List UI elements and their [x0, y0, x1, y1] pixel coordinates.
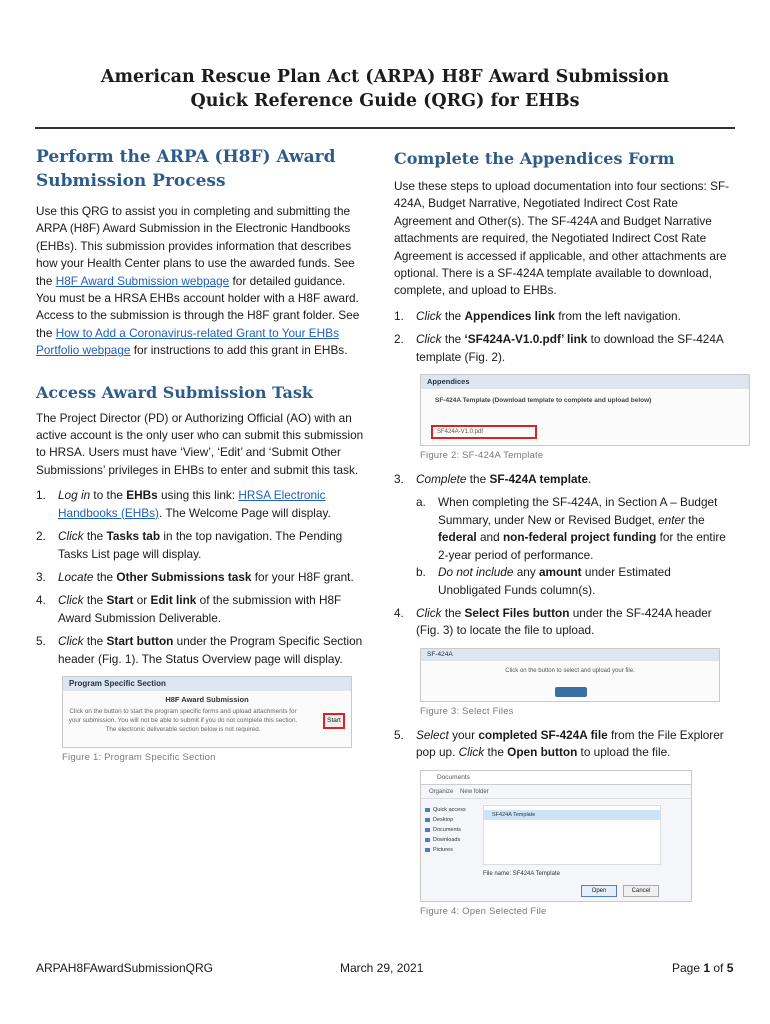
- list-item: 2. Click the ‘SF424A-V1.0.pdf’ link to download the SF-424A template (Fig. 2).: [394, 332, 724, 364]
- figure4-cancel-button: Cancel: [623, 885, 659, 897]
- figure3-caption: Figure 3: Select Files: [420, 705, 514, 717]
- title-divider: [35, 127, 735, 129]
- add-grant-webpage-link[interactable]: How to Add a Coronavirus-related Grant to Your EHBs Portfolio webpage: [36, 325, 339, 358]
- right-column: [394, 145, 734, 927]
- list-item: 2. Click the Tasks tab in the top navigation. The Pending Tasks List page will display.: [36, 529, 343, 561]
- list-item: 1. Log in to the EHBs using this link: HRSA Electronic Handbooks (EHBs). The Welcome Page will display.: [36, 488, 331, 520]
- left-column: [36, 145, 366, 773]
- appendices-steps-list: [394, 308, 734, 366]
- figure4-address-bar: Documents: [421, 771, 691, 785]
- list-item: 5. Click the Start button under the Program Specific Section header (Fig. 1). The Status Overview page will display.: [36, 634, 363, 666]
- section-heading-access: Access Award Submission Task: [36, 382, 313, 402]
- figure4-toolbar: Organize New folder: [421, 785, 691, 799]
- substeps-list: [416, 494, 734, 598]
- appendices-steps-list-final: [394, 727, 734, 762]
- figure-open-selected-file: [420, 770, 692, 902]
- list-item: 3. Locate the Other Submissions task for your H8F grant.: [36, 569, 354, 584]
- list-item: 1. Click the Appendices link from the left navigation.: [394, 308, 681, 323]
- figure2-line: SF-424A Template (Download template to complete and upload below): [435, 397, 652, 405]
- figure1-caption: Figure 1: Program Specific Section: [62, 751, 216, 763]
- figure-sf424a-template: [420, 374, 750, 446]
- footer-doc-name: ARPAH8FAwardSubmissionQRG: [36, 961, 213, 975]
- document-title-line2: Quick Reference Guide (QRG) for EHBs: [190, 91, 580, 111]
- figure4-open-button: Open: [581, 885, 617, 897]
- figure4-file-list: [483, 805, 661, 865]
- figure4-filename: File name: SF424A Template: [483, 870, 560, 877]
- h8f-webpage-link[interactable]: H8F Award Submission webpage: [55, 273, 230, 288]
- figure3-header: SF-424A: [421, 649, 719, 661]
- ehbs-link[interactable]: HRSA Electronic Handbooks (EHBs): [58, 488, 326, 520]
- figure1-header: Program Specific Section: [63, 677, 351, 691]
- section-intro-paragraph: Use this QRG to assist you in completing and submitting the ARPA (H8F) Award Submission in the Electronic Handbooks (EHBs). This submission provides information that describes how your Health Center plans to use the awarded funds. See the H8F Award Submission webpage for detailed guidance. You must be a HRSA EHBs account holder with a H8F award. Access to the submission is through the H8F grant folder. See the How to Add a Coronavirus-related Grant to Your EHBs Portfolio webpage for instructions to add this grant in EHBs.: [36, 204, 360, 358]
- list-item: 5. Select your completed SF-424A file from the File Explorer pop up. Click the Open button to upload the file.: [394, 727, 724, 760]
- document-title-line1: American Rescue Plan Act (ARPA) H8F Award Submission: [100, 67, 670, 87]
- figure4-caption: Figure 4: Open Selected File: [420, 905, 547, 917]
- list-item: 4. Click the Select Files button under the SF-424A header (Fig. 3) to locate the file to upload.: [394, 605, 712, 638]
- section-heading-appendices: Complete the Appendices Form: [394, 149, 675, 168]
- figure1-start-button: Start: [323, 713, 345, 729]
- figure-select-files: [420, 648, 720, 702]
- list-item: 4. Click the Start or Edit link of the submission with H8F Award Submission Deliverable.: [36, 593, 342, 625]
- figure4-file-row: SF424A Template: [484, 810, 660, 820]
- list-item: b. Do not include any amount under Estimated Unobligated Funds column(s).: [416, 565, 671, 597]
- figure1-text: Click on the button to start the program specific forms and upload attachments for your submission. You will not be able to submit if you do not complete this section. The electronic deliverable section below is not required.: [68, 707, 298, 733]
- figure-program-specific-section: [62, 676, 352, 748]
- list-item: 3. Complete the SF-424A template. a. When completing the SF-424A, in Section A – Budget Summary, under New or Revised Budget, enter the federal and non-federal project funding for the entire 2-year period of performance. b. Do not include any amount under Estimated Unobligated Funds column(s).: [394, 471, 734, 599]
- appendices-intro-paragraph: Use these steps to upload documentation into four sections: SF-424A, Budget Narrative, Negotiated Indirect Cost Rate Agreement and Other(s). The SF-424A and Budget Narrative attachments are required, the Negotiated Indirect Cost Rate Agreement is accessed if applicable, and other attachments are optional. There is a SF-424A template available to download, complete, and upload to EHBs.: [394, 179, 730, 298]
- figure2-header: Appendices: [421, 375, 749, 389]
- figure1-subtitle: H8F Award Submission: [165, 694, 249, 704]
- document-title: [0, 65, 770, 113]
- figure4-nav-pane: Quick access Desktop Documents Downloads Pictures: [425, 805, 477, 869]
- appendices-steps-list-cont: [394, 471, 734, 640]
- figure2-template-link: SF424A-V1.0.pdf: [431, 425, 537, 439]
- list-item: a. When completing the SF-424A, in Section A – Budget Summary, under New or Revised Budget, enter the federal and non-federal project funding for the entire 2-year period of performance.: [416, 495, 726, 562]
- access-intro-paragraph: The Project Director (PD) or Authorizing Official (AO) with an active account is the only user who can submit this submission to HRSA. Users must have ‘View’, ‘Edit’ and ‘Submit Other Submissions’ privileges in EHBs to enter and submit this task.: [36, 410, 364, 477]
- access-steps-list: [36, 487, 366, 668]
- footer-page-number: Page 1 of 5: [672, 961, 734, 975]
- figure3-select-files-button: [555, 687, 587, 697]
- footer-date: March 29, 2021: [340, 961, 424, 975]
- section-heading-perform: Perform the ARPA (H8F) Award Submission Process: [36, 147, 336, 191]
- figure3-text: Click on the button to select and upload your file.: [505, 667, 635, 674]
- figure2-caption: Figure 2: SF-424A Template: [420, 450, 544, 462]
